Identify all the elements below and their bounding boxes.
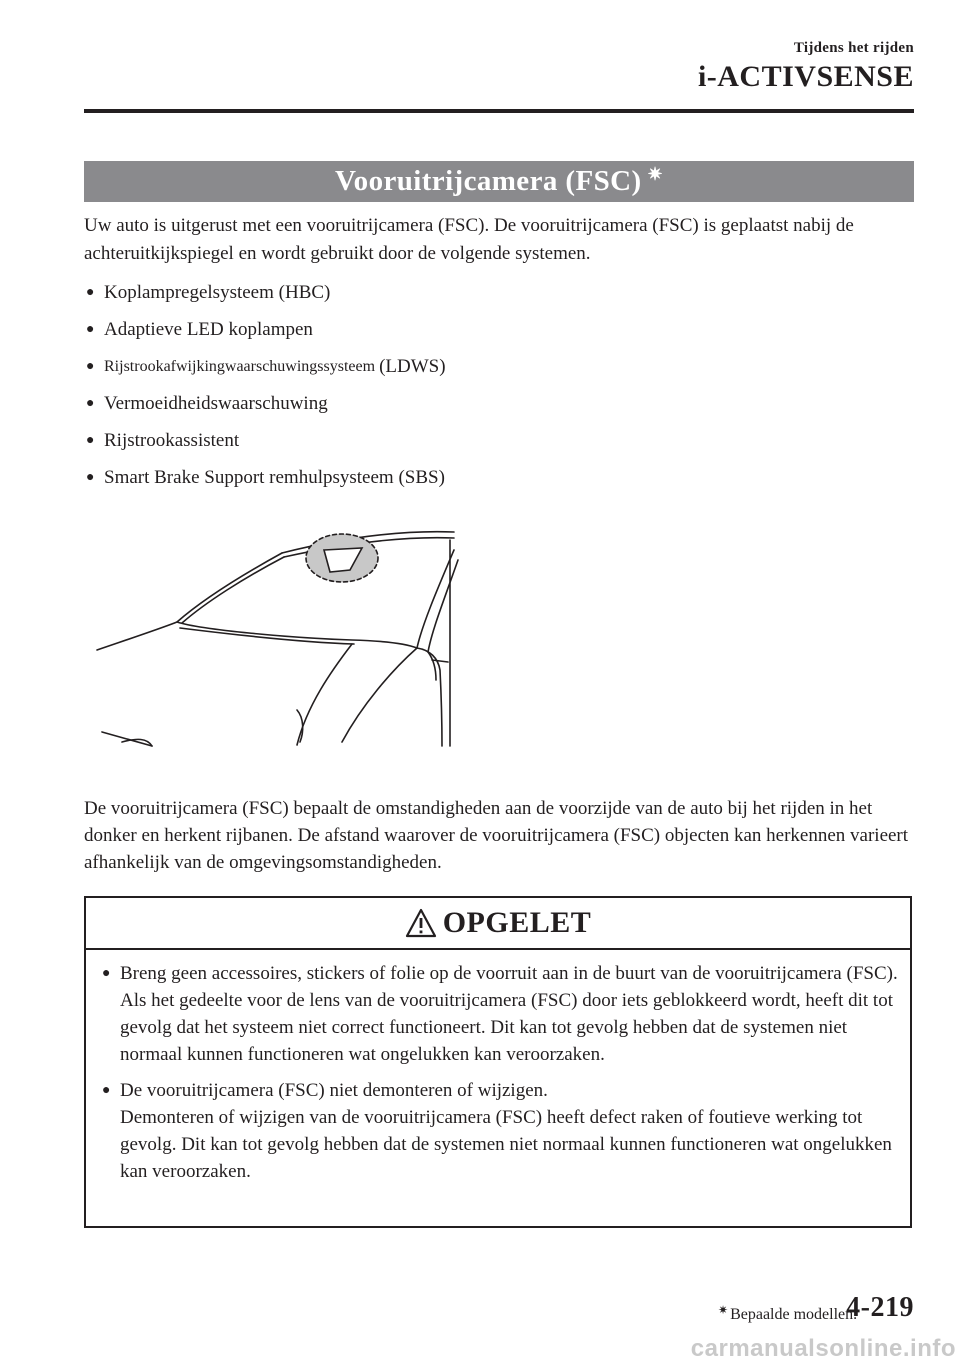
list-item: ● Vermoeidheidswaarschuwing: [84, 385, 914, 422]
bullet-icon: ●: [102, 966, 111, 981]
description-paragraph: De vooruitrijcamera (FSC) bepaalt de omstandigheden aan de voorzijde van de auto bij het rijden in het donker en herkent rijbanen. De afstand waarover de vooruitrijcamera (FSC) objecten kan herkennen varieert afhankelijk van de omgevingsomstandigheden.: [84, 798, 909, 873]
model-availability-marker: ✷: [718, 1303, 729, 1317]
bullet-icon: ●: [86, 395, 95, 411]
list-item: ● Rijstrookassistent: [84, 422, 914, 459]
list-item: [100, 1077, 910, 1185]
windshield-camera-illustration: [92, 520, 464, 752]
page-number: 4-219: [846, 1292, 914, 1323]
caution-lead: De vooruitrijcamera (FSC) niet demonteren of wijzigen.: [120, 1080, 548, 1101]
caution-box: [84, 896, 912, 1228]
footer-note: ✷ Bepaalde modellen.: [718, 1303, 858, 1323]
section-title-bar: [84, 161, 914, 202]
caution-header: [86, 898, 910, 950]
caution-detail: Demonteren of wijzigen van de vooruitrijcamera (FSC) heeft defect raken of foutieve werking tot gevolg. Dit kan tot gevolg hebben dat de systemen niet normaal kunnen functioneren wat ongelukken kan veroorzaken.: [120, 1107, 892, 1182]
list-item: ● Koplampregelsysteem (HBC): [84, 274, 914, 311]
watermark: carmanualsonline.info: [690, 1335, 956, 1362]
caution-detail: Als het gedeelte voor de lens van de vooruitrijcamera (FSC) door iets geblokkeerd wordt, heeft dit tot gevolg dat het systeem niet correct functioneert. Dit kan tot gevolg hebben dat de systemen niet normaal kunnen functioneren wat ongelukken kan veroorzaken.: [120, 990, 893, 1065]
running-header-chapter: i-ACTIVSENSE: [697, 60, 914, 93]
list-item: ● Smart Brake Support remhulpsysteem (SBS): [84, 459, 914, 496]
bullet-icon: ●: [86, 321, 95, 337]
section-title: Vooruitrijcamera (FSC): [335, 165, 642, 197]
list-item: ● Adaptieve LED koplampen: [84, 311, 914, 348]
bullet-icon: ●: [102, 1083, 111, 1098]
intro-paragraph: Uw auto is uitgerust met een vooruitrijcamera (FSC). De vooruitrijcamera (FSC) is geplaatst nabij de achteruitkijkspiegel en wordt gebruikt door de volgende systemen.: [84, 215, 854, 264]
bullet-icon: ●: [86, 284, 95, 300]
bullet-icon: ●: [86, 358, 95, 374]
header-divider: [84, 109, 914, 113]
systems-list: [84, 274, 914, 496]
warning-icon: [405, 908, 437, 938]
caution-lead: Breng geen accessoires, stickers of folie op de voorruit aan in de buurt van de vooruitrijcamera (FSC).: [120, 963, 898, 984]
bullet-icon: ●: [86, 469, 95, 485]
list-item: ● Rijstrookafwijkingwaarschuwingssysteem (LDWS): [84, 348, 914, 385]
caution-title: OPGELET: [442, 906, 592, 939]
caution-list: [86, 950, 910, 1185]
list-item: [100, 960, 910, 1068]
running-header-section: Tijdens het rijden: [793, 40, 914, 56]
bullet-icon: ●: [86, 432, 95, 448]
model-availability-marker: ✷: [647, 164, 663, 184]
